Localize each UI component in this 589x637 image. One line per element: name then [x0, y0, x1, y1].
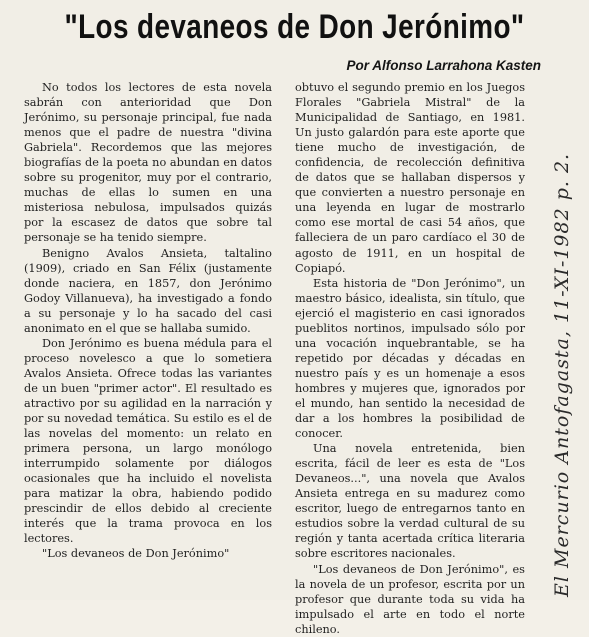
handwritten-source-note: El Mercurio Antofagasta, 11-XI-1982 p. 2.: [551, 152, 573, 597]
paragraph: Benigno Avalos Ansieta, taltalino (1909), criado en San Félix (justamente donde naciera, en 1857, don Jerónimo Godoy Villanueva), ha investigado a fondo a su personaje y lo ha sacado del casi anonimato en el que se hallaba sumido.: [24, 246, 272, 335]
paragraph: "Los devaneos de Don Jerónimo": [42, 547, 230, 561]
article-byline: Por Alfonso Larrahona Kasten: [346, 58, 541, 73]
left-text-column: [24, 80, 272, 562]
paragraph: Una novela entretenida, bien escrita, fácil de leer es esta de "Los Devaneos...", una novela que Avalos Ansieta entrega en su madurez como escritor, luego de entregarnos tanto en estudios sobre la verdad cultural de su región y tanta acertada crítica literaria sobre escritores nacionales.: [295, 442, 525, 561]
article-title: "Los devaneos de Don Jerónimo": [64, 8, 525, 46]
paragraph: "Los devaneos de Don Jerónimo", es la novela de un profesor, escrita por un profesor que durante toda su vida ha impulsado el arte en todo el norte chileno.: [295, 562, 525, 636]
paragraph: Don Jerónimo es buena médula para el proceso novelesco a que lo sometiera Avalos Ansieta. Ofrece todas las variantes de un buen "primer actor". El resultado es atractivo por su agilidad en la narración y por su novedad temática. Su estilo es el de las novelas del momento: un relato en primera persona, un largo monólogo interrumpido solamente por diálogos ocasionales que ha incluido el novelista para matizar la obra, habiendo podido prescindir de ellos debido al creciente interés que la trama provoca en los lectores.: [24, 336, 272, 546]
paragraph: obtuvo el segundo premio en los Juegos Florales "Gabriela Mistral" de la Municipalidad de Santiago, en 1981. Un justo galardón para este aporte que tiene mucho de investigación, de confidencia, de recolección definitiva de datos que se hallaban dispersos y que convierten a nuestro personaje en una leyenda en lugar de mostrarlo como ese mortal de casi 54 años, que falleciera de un paro cardíaco el 30 de agosto de 1911, en un hospital de Copiapó.: [295, 81, 525, 275]
paragraph: No todos los lectores de esta novela sabrán con anterioridad que Don Jerónimo, su personaje principal, fue nada menos que el padre de nuestra "divina Gabriela". Recordemos que las mejores biografías de la poeta no abundan en datos sobre su progenitor, muy por el contrario, muchas de ellas lo sumen en una misteriosa nebulosa, impulsados quizás por la escasez de datos que sobre tal personaje se ha tenido siempre.: [24, 81, 272, 245]
paragraph: Esta historia de "Don Jerónimo", un maestro básico, idealista, sin título, que ejerció el magisterio en casi ignorados pueblitos nortinos, impulsado sólo por una vocación inquebrantable, se ha repetido por décadas y décadas en nuestro país y es un homenaje a esos hombres y mujeres que, ignorados por el mundo, han sentido la necesidad de dar a los hombres la posibilidad de conocer.: [295, 276, 525, 441]
right-text-column: [295, 80, 525, 637]
